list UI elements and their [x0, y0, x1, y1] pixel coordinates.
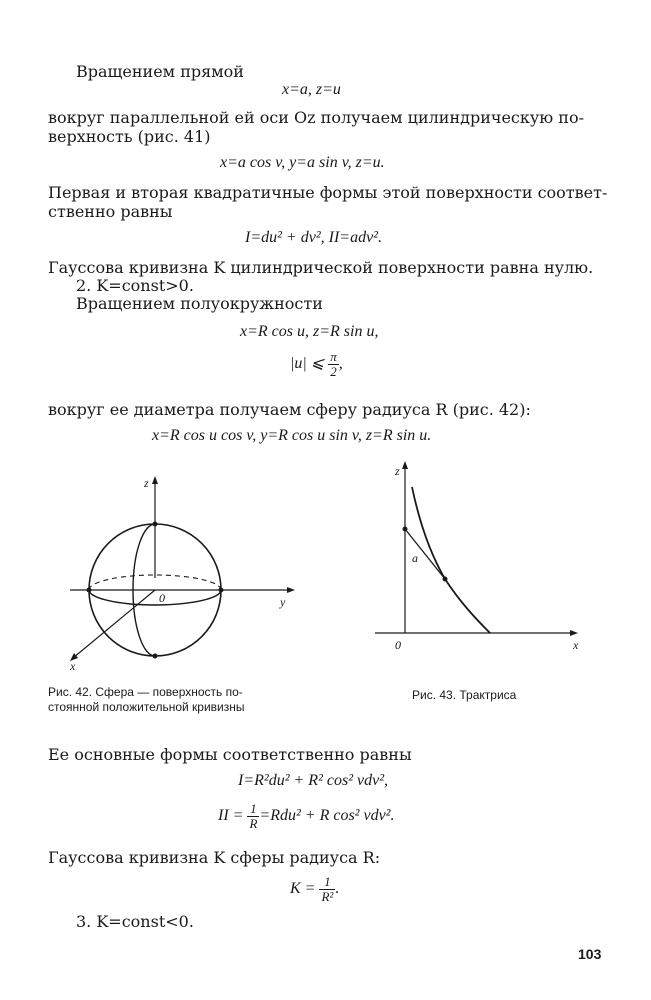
eq-curvature-fraction [319, 875, 335, 904]
x-axis [73, 590, 155, 658]
fig43-caption: Рис. 43. Трактриса [412, 688, 517, 702]
y-arrow-icon [287, 587, 295, 593]
eq-line: x=a, z=u [282, 81, 341, 98]
eq-range-den: 2 [330, 363, 337, 379]
eq-curvature-lhs: K = [290, 880, 316, 897]
para-forms-2: ственно равны [48, 202, 173, 221]
label-a: a [412, 551, 418, 565]
x-arrow-icon [570, 630, 578, 636]
eq-forms-cylinder: I=du² + dv², II=adv². [245, 229, 382, 246]
eq-curvature-den: R² [321, 888, 334, 904]
eq-second-den: R [249, 815, 258, 831]
para-forms-1: Первая и вторая квадратичные формы этой поверхности соответ- [48, 183, 608, 202]
label-y: y [280, 595, 286, 609]
figure-42-sphere [55, 468, 300, 678]
item-2: 2. K=const>0. [76, 276, 194, 295]
eq-second-num: 1 [247, 802, 259, 817]
eq-curvature [290, 872, 339, 906]
tangent-point-axis [403, 527, 408, 532]
z-arrow-icon [402, 461, 408, 469]
eq-range-lhs: |u| ⩽ [290, 355, 325, 372]
equator-front [89, 590, 221, 605]
eq-semicircle: x=R cos u, z=R sin u, [240, 323, 379, 340]
tractrix-curve [412, 487, 490, 633]
para-gauss-sphere: Гауссова кривизна K сферы радиуса R: [48, 848, 381, 867]
eq-second-rhs: =Rdu² + R cos² vdv². [259, 807, 395, 824]
label-z: z [395, 464, 400, 478]
eq-second-lhs: II = [218, 807, 244, 824]
eq-sphere: x=R cos u cos v, y=R cos u sin v, z=R sin u. [152, 427, 432, 444]
eq-first-form: I=R²du² + R² cos² vdv², [238, 772, 388, 789]
figure-43-tractrix [365, 455, 595, 660]
eq-range-end: , [338, 355, 343, 372]
label-z: z [144, 476, 149, 490]
tangent-point-curve [443, 577, 448, 582]
para-rotation-line: Вращением прямой [76, 62, 244, 81]
eq-curvature-end: . [335, 880, 340, 897]
para-gauss-cylinder: Гауссова кривизна K цилиндрической поверхности равна нулю. [48, 258, 594, 277]
z-arrow-icon [152, 476, 158, 484]
south-pole-dot [153, 654, 158, 659]
equator-right-dot [219, 588, 224, 593]
fig42-caption-2: стоянной положительной кривизны [48, 700, 245, 714]
label-origin: 0 [159, 591, 165, 605]
eq-range [290, 348, 343, 380]
north-pole-dot [153, 522, 158, 527]
item-3: 3. K=const<0. [76, 912, 194, 931]
label-x: x [573, 638, 579, 652]
eq-range-fraction [328, 350, 339, 379]
label-origin: 0 [395, 638, 401, 652]
label-x: x [70, 659, 76, 673]
fig42-caption-1: Рис. 42. Сфера — поверхность по- [48, 685, 243, 699]
page-number: 103 [578, 946, 602, 962]
para-cylinder-2: верхность (рис. 41) [48, 127, 211, 146]
eq-cylinder: x=a cos v, y=a sin v, z=u. [220, 154, 385, 171]
eq-curvature-num: 1 [319, 875, 335, 890]
para-sphere-forms: Ее основные формы соответственно равны [48, 745, 412, 764]
eq-second-fraction [247, 802, 259, 831]
eq-second-form [218, 800, 394, 832]
equator-left-dot [87, 588, 92, 593]
para-cylinder-1: вокруг параллельной ей оси Oz получаем цилиндрическую по- [48, 108, 584, 127]
eq-range-num: π [330, 348, 337, 364]
para-semicircle: Вращением полуокружности [76, 294, 323, 313]
para-sphere: вокруг ее диаметра получаем сферу радиуса R (рис. 42): [48, 400, 531, 419]
